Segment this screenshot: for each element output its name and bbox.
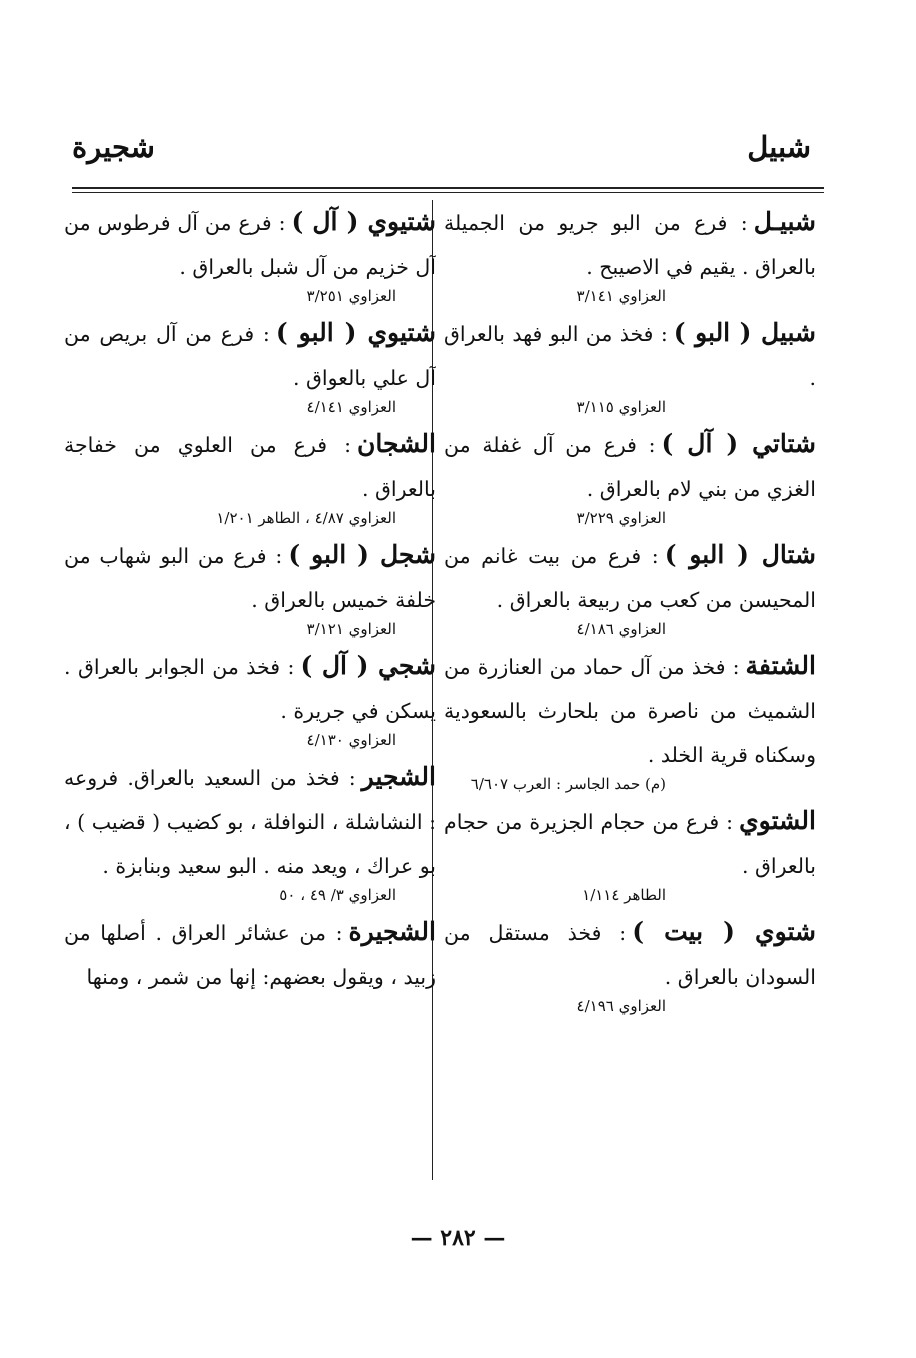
dictionary-entry [64, 755, 436, 906]
entry-definition: : فرع من حجام الجزيرة من حجام بالعراق . [444, 810, 816, 878]
entry-text [444, 533, 816, 622]
left-column [64, 200, 436, 1190]
entry-source: الطاهر ١/١١٤ [582, 886, 666, 904]
entry-headword: شجي ( آل ) [300, 651, 436, 680]
entry-text [64, 910, 436, 999]
entry-headword: شجل ( البو ) [288, 540, 436, 569]
entry-definition: : فرع من آل فرطوس من آل خزيم من آل شبل بالعراق . [64, 211, 436, 279]
header-rule [72, 187, 824, 189]
dictionary-entry [444, 533, 816, 640]
dictionary-entry [444, 910, 816, 1017]
entry-source: العزاوي ٣/٢٢٩ [576, 509, 666, 527]
entry-source: العزاوي ٣/١٢١ [306, 620, 396, 638]
dictionary-entry [64, 311, 436, 418]
entry-headword: شتاتي ( آل ) [661, 429, 816, 458]
entry-text [64, 311, 436, 400]
entry-definition: : فرع من آل بريص من آل علي بالعواق . [64, 322, 436, 390]
entry-headword: شتال ( البو ) [664, 540, 816, 569]
right-column [444, 200, 816, 1190]
entry-definition: : فخذ من آل حماد من العنازرة من الشميث من ناصرة من بلحارث بالسعودية وسكناه قرية الخلد . [444, 655, 816, 767]
entry-source: العزاوي ٣/ ٤٩ ، ٥٠ [279, 886, 396, 904]
entry-headword: الشجان [357, 429, 436, 458]
entry-definition: : فرع من بيت غانم من المحيسن من كعب من ربيعة بالعراق . [444, 544, 816, 612]
entry-source: العزاوي ٣/١١٥ [576, 398, 666, 416]
entry-text [444, 644, 816, 777]
dictionary-entry [64, 200, 436, 307]
entry-source: العزاوي ٤/١٣٠ [306, 731, 396, 749]
entry-definition: : فرع من العلوي من خفاجة بالعراق . [64, 433, 436, 501]
entry-text [444, 910, 816, 999]
dictionary-entry [64, 644, 436, 751]
entry-headword: شتيوي ( البو ) [275, 318, 436, 347]
entry-definition: : من عشائر العراق . أصلها من زبيد ، ويقول بعضهم: إنها من شمر ، ومنها [64, 921, 436, 989]
entry-source: العزاوي ٣/١٤١ [576, 287, 666, 305]
entry-headword: الشجيرة [348, 917, 436, 946]
entry-source: (م) حمد الجاسر : العرب ٦/٦٠٧ [470, 775, 666, 793]
entry-source: العزاوي ٤/١٩٦ [576, 997, 666, 1015]
dictionary-entry [444, 644, 816, 795]
dictionary-entry [444, 799, 816, 906]
dictionary-entry [444, 422, 816, 529]
entry-definition: : فخذ من الجوابر بالعراق . يسكن في جريرة . [64, 655, 436, 723]
entry-definition: : فرع من البو شهاب من خلفة خميس بالعراق . [64, 544, 436, 612]
entry-text [444, 311, 816, 400]
entry-text [444, 200, 816, 289]
entry-definition: : فرع من البو جريو من الجميلة بالعراق . يقيم في الاصيبح . [444, 211, 816, 279]
entry-source: العزاوي ٤/١٤١ [306, 398, 396, 416]
running-head-left: شجيرة [72, 130, 155, 164]
dictionary-entry [64, 533, 436, 640]
entry-headword: الشتفة [745, 651, 816, 680]
entry-text [444, 422, 816, 511]
entry-headword: شتوي ( بيت ) [632, 917, 816, 946]
entry-text [444, 799, 816, 888]
entry-definition: : فخذ مستقل من السودان بالعراق . [444, 921, 816, 989]
entry-text [64, 644, 436, 733]
dictionary-entry [444, 311, 816, 418]
entry-source: العزاوي ٤/١٨٦ [576, 620, 666, 638]
entry-definition: : فخذ من السعيد بالعراق. فروعه : النشاشلة ، النوافلة ، بو كضيب ( قضيب ) ، بو عراك ، ويعد منه . البو سعيد وبنابزة . [64, 766, 436, 878]
entry-definition: : فرع من آل غفلة من الغزي من بني لام بالعراق . [444, 433, 816, 501]
entry-text [64, 422, 436, 511]
entry-definition: : فخذ من البو فهد بالعراق . [444, 322, 816, 390]
dictionary-entry [64, 910, 436, 999]
entry-source: العزاوي ٣/٢٥١ [306, 287, 396, 305]
running-head-right: شبيل [747, 130, 811, 164]
entry-text [64, 533, 436, 622]
entry-headword: الشتوي [739, 806, 816, 835]
header-rule-thin [72, 192, 824, 193]
entry-headword: شبيل ( البو ) [673, 318, 816, 347]
entry-headword: شتيوي ( آل ) [291, 207, 436, 236]
dictionary-entry [444, 200, 816, 307]
entry-text [64, 755, 436, 888]
entry-headword: شبيـل [753, 207, 816, 236]
page-number: — ٢٨٢ — [410, 1225, 506, 1251]
entry-source: العزاوي ٤/٨٧ ، الطاهر ١/٢٠١ [216, 509, 396, 527]
dictionary-entry [64, 422, 436, 529]
entry-headword: الشجير [361, 762, 436, 791]
entry-text [64, 200, 436, 289]
